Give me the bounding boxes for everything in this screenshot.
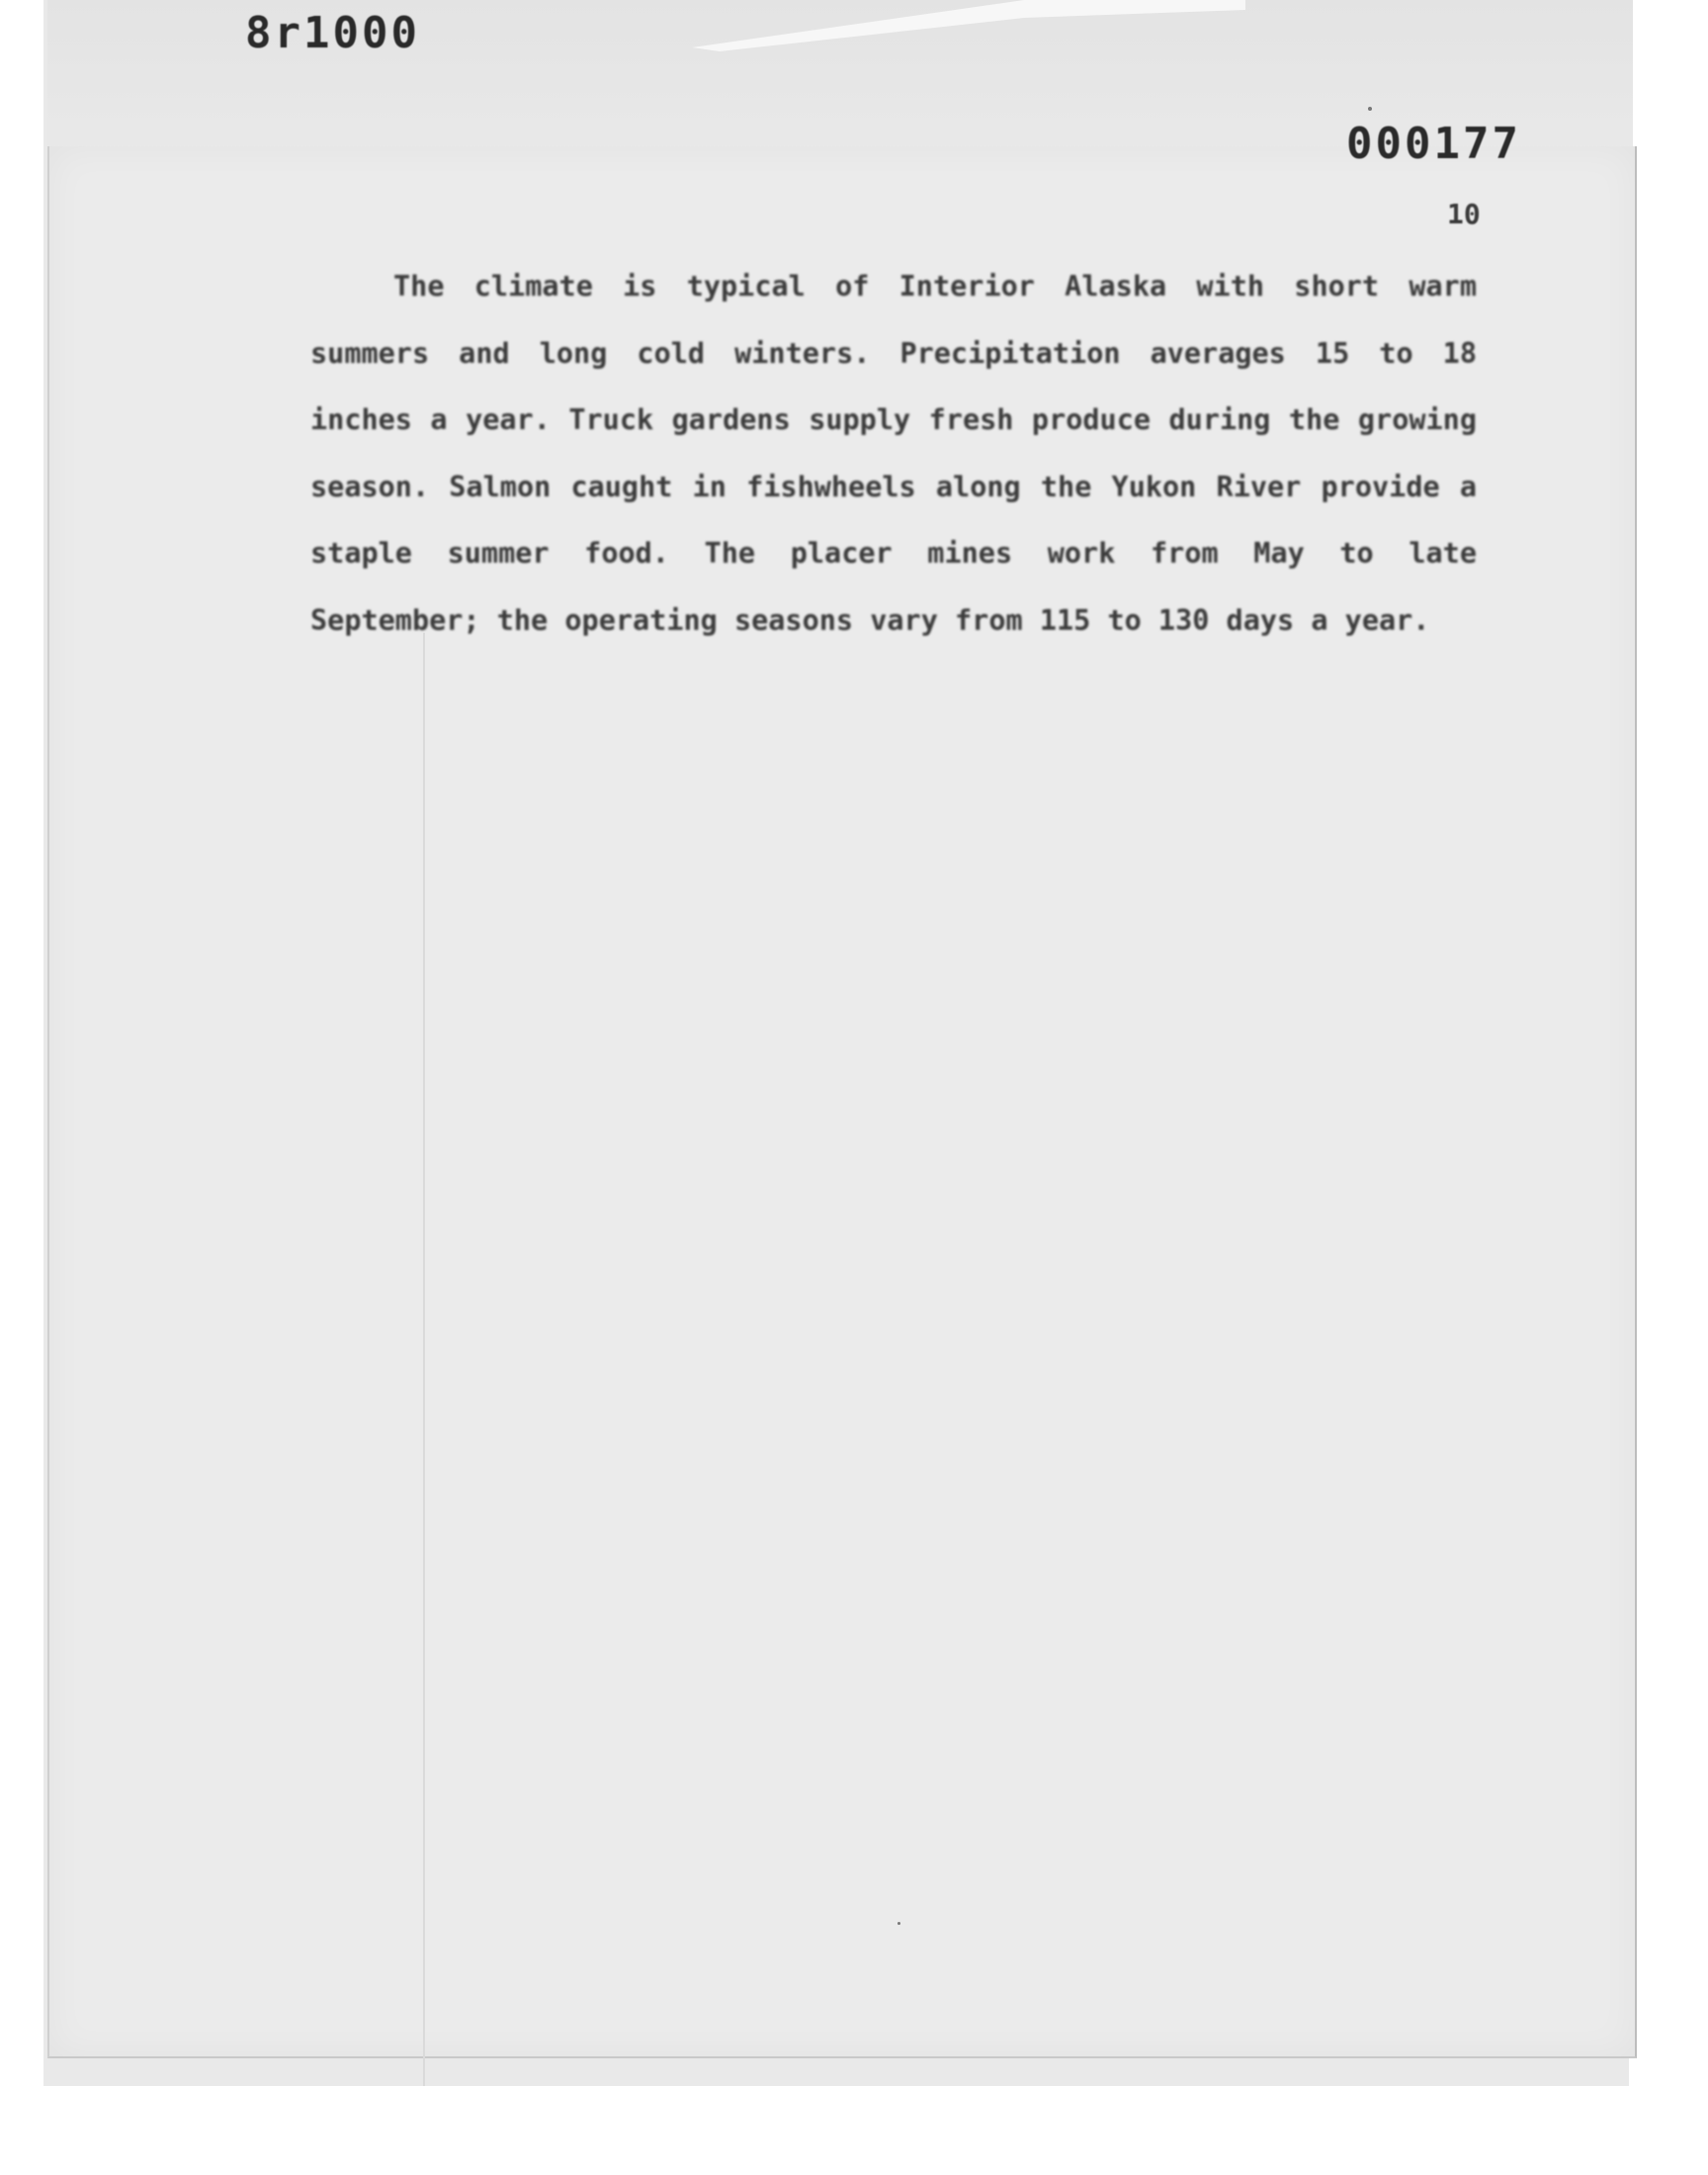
document-stamp-top-right: 000177	[1346, 119, 1521, 169]
body-paragraph: The climate is typical of Interior Alaska with short warm summers and long cold winters. Precipitation averages 15 to 18 inches a year. Truck gardens supply fresh produce during the growing season. Salmon caught in fishwheels along the Yukon River provide a staple summer food. The placer mines work from May to late September; the operating seasons vary from 115 to 130 days a year.	[310, 270, 1477, 637]
speck	[1368, 107, 1372, 111]
crease-line	[423, 633, 425, 2086]
speck	[897, 1922, 900, 1925]
page-number: 10	[1447, 198, 1481, 230]
document-stamp-top-left: 8r1000	[245, 8, 420, 58]
